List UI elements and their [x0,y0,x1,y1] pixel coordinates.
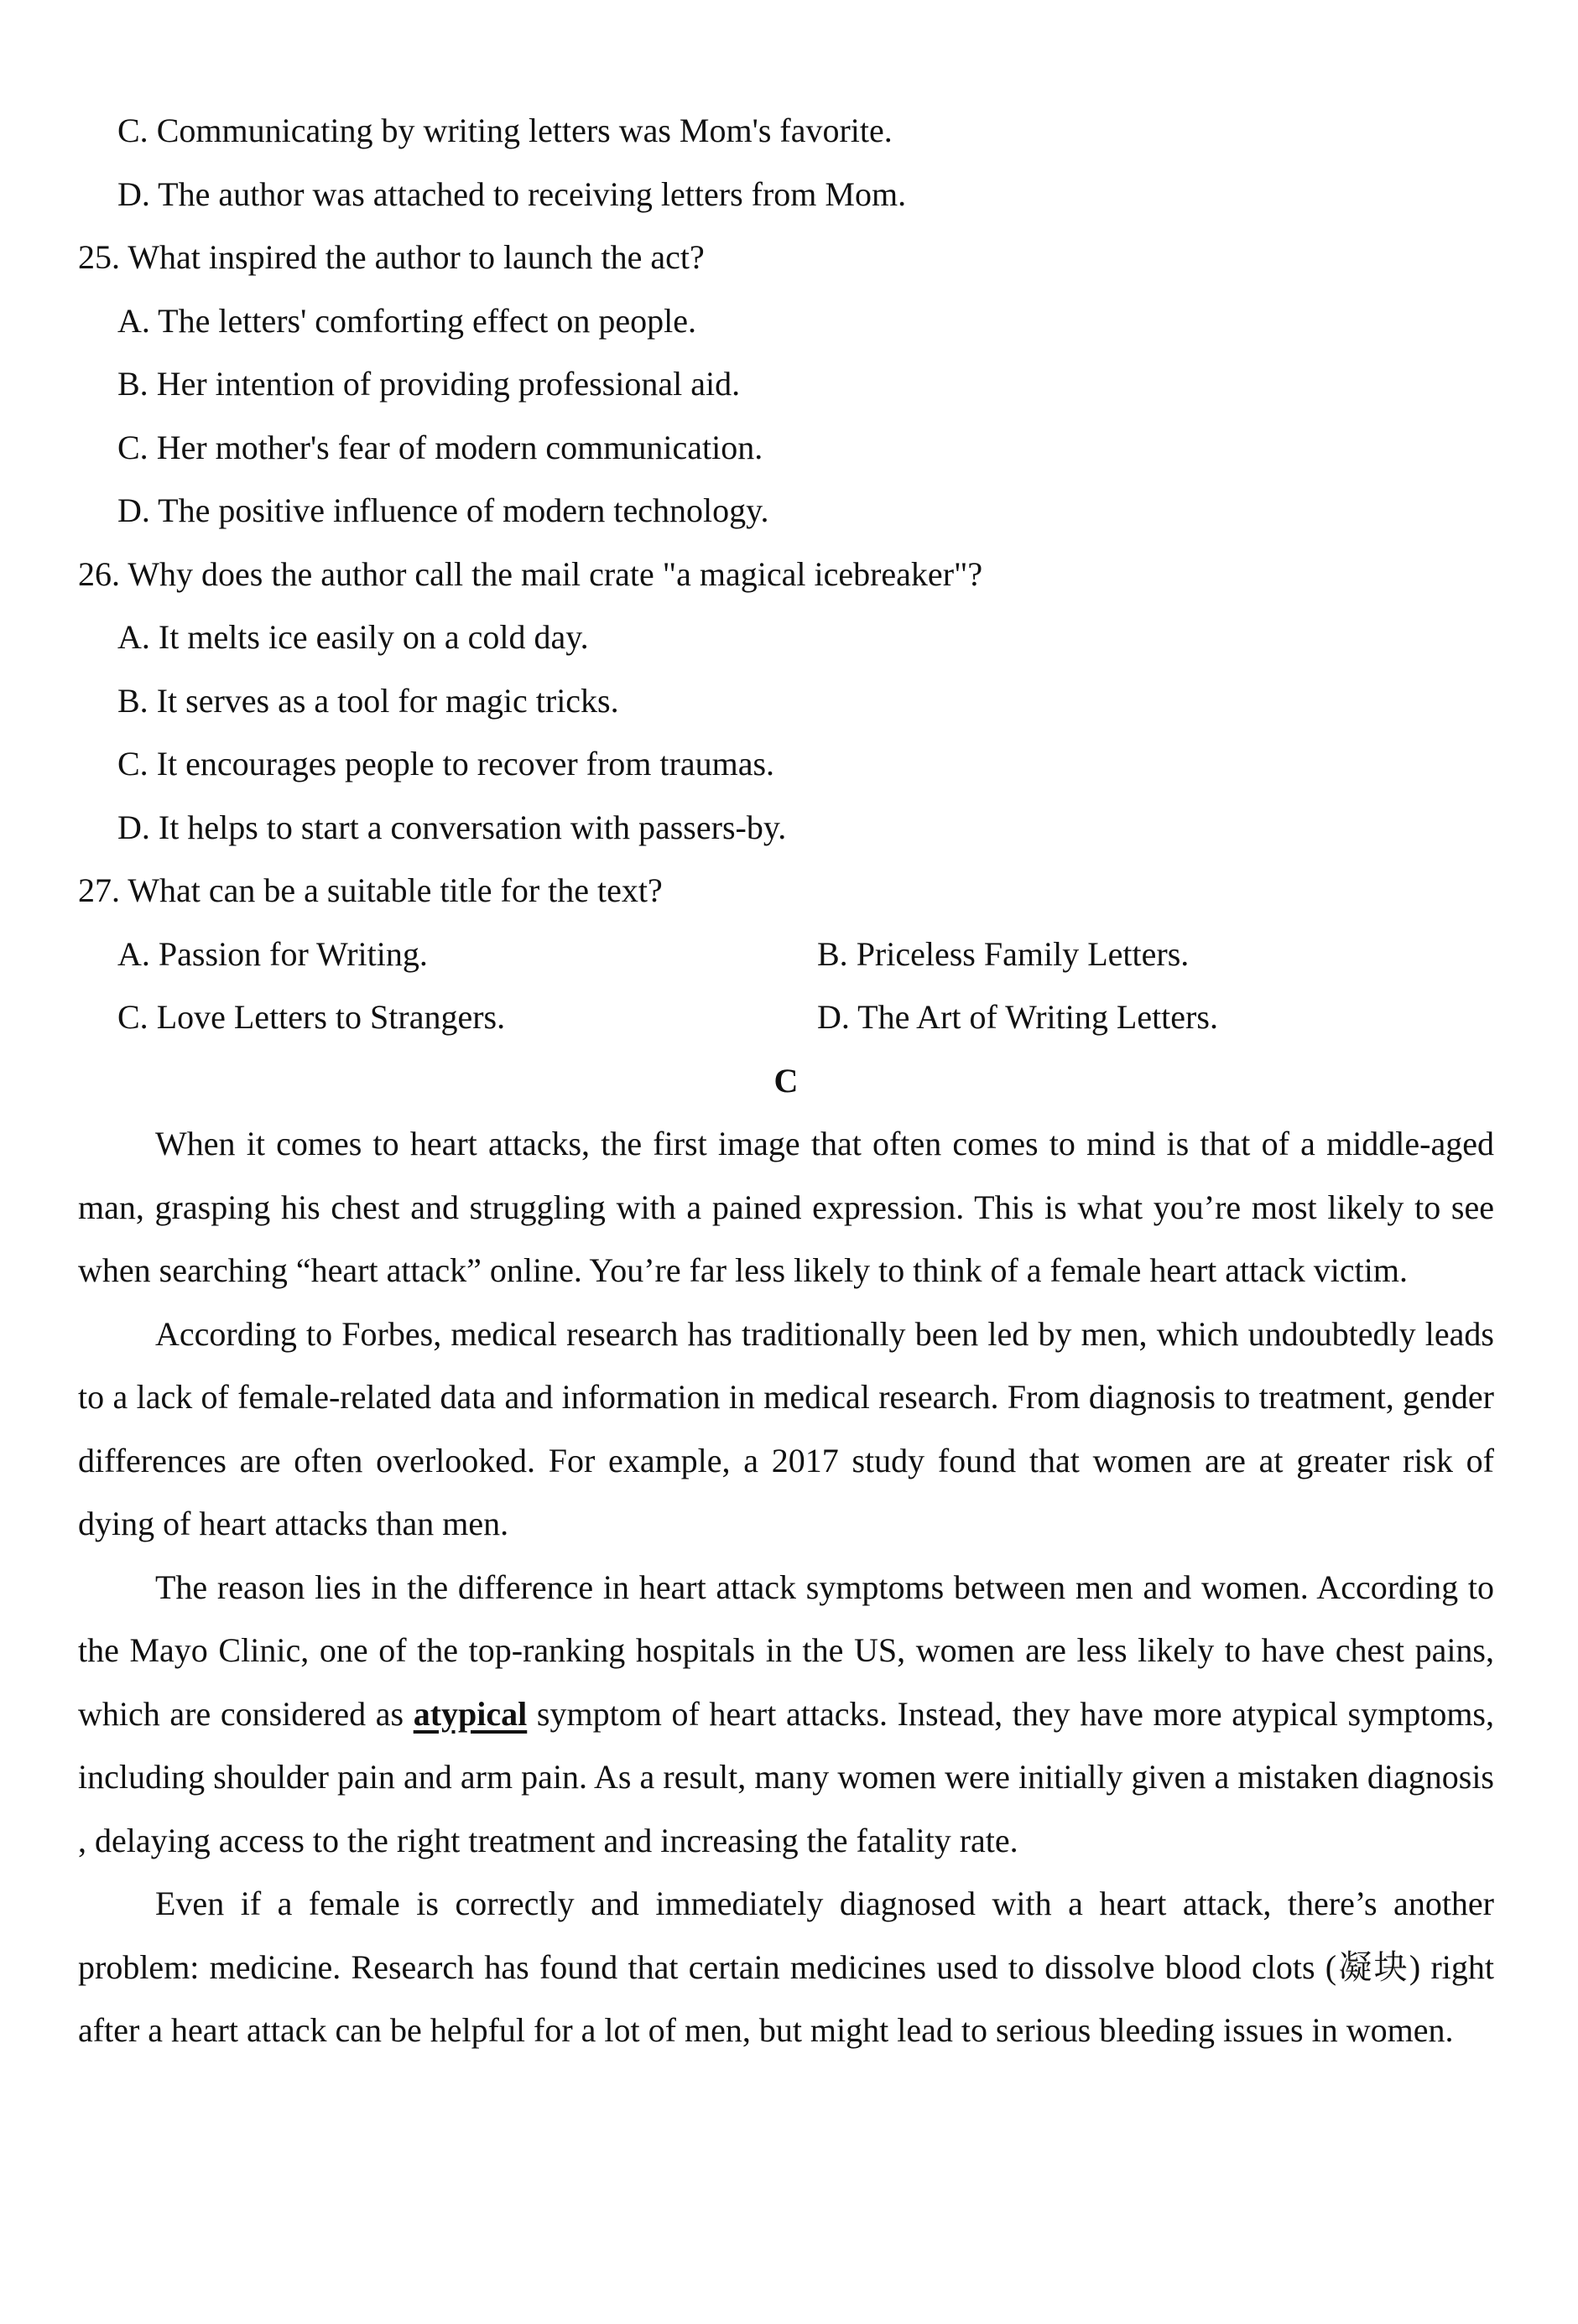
paragraph-2: According to Forbes, medical research has traditionally been led by men, which undoubtedly leads to a lack of female-related data and information in medical research. From diagnosis to treatment, gender differences are often overlooked. For example, a 2017 study found that women are at greater risk of dying of heart attacks than men. [78,1314,1494,1542]
option-letter: A. [117,934,150,973]
option-line [78,606,1494,669]
paragraph-text: symptom of heart attacks. Instead, they have more atypical symptoms, including shoulder pain and arm pain. As a result, many women were initially given a mistaken diagnosis , delaying access to the right treatment and increasing the fatality rate. [78,1694,1494,1859]
option-text: Communicating by writing letters was Mom's favorite. [156,112,893,149]
option-letter: A. [117,618,150,656]
option-a [78,923,817,986]
option-text: The positive influence of modern technology. [158,491,769,529]
option-text: The author was attached to receiving letters from Mom. [158,174,907,213]
underlined-word: atypical [413,1694,528,1733]
question-text: Why does the author call the mail crate "a magical icebreaker"? [128,554,983,593]
option-line [78,796,1494,860]
paragraph-1: When it comes to heart attacks, the first image that often comes to mind is that of a middle-aged man, grasping his chest and struggling with a pained expression. This is what you’re most likely to see when searching “heart attack” online. You’re far less likely to think of a female heart attack victim. [78,1125,1494,1289]
option-text: Her mother's fear of modern communication. [156,428,763,466]
option-text: The Art of Writing Letters. [857,998,1218,1036]
question-26 [78,543,1494,606]
paragraph-3 [78,1556,1494,1873]
option-text: Priceless Family Letters. [856,934,1190,973]
option-letter: C. [117,428,148,466]
option-letter: D. [117,174,150,213]
question-number: 25. [78,238,120,276]
option-text: It melts ice easily on a cold day. [158,618,589,656]
option-letter: C. [117,745,148,782]
question-27 [78,859,1494,923]
option-c [78,985,817,1049]
option-line [78,352,1494,416]
question-25 [78,226,1494,289]
option-letter: B. [117,365,148,403]
option-letter: B. [117,681,148,720]
option-line [78,99,1494,163]
option-text: Love Letters to Strangers. [156,998,506,1036]
option-text: It encourages people to recover from traumas. [156,745,775,782]
option-letter: D. [117,491,150,529]
option-line [78,669,1494,733]
option-text: Her intention of providing professional aid. [156,365,741,403]
option-line [78,163,1494,226]
option-letter: D. [117,808,150,846]
section-heading: C [773,1061,799,1100]
question-number: 26. [78,554,120,593]
option-b [817,923,1494,986]
question-text: What inspired the author to launch the act? [128,238,705,276]
option-line [78,479,1494,543]
paragraph-text: The reason lies in the difference in heart attack symptoms between men and women. According to the Mayo Clinic, one of the top-ranking hospitals in the US, women are less likely to have chest pains, which are considered as [78,1568,1494,1733]
option-line [78,732,1494,796]
option-row [78,985,1494,1049]
question-number: 27. [78,871,120,909]
option-line [78,416,1494,480]
option-letter: B. [817,934,848,973]
option-text: It helps to start a conversation with passers-by. [158,808,787,846]
option-letter: C. [117,112,148,149]
option-d [817,985,1494,1049]
option-letter: A. [117,301,150,340]
exam-page [78,99,1494,2062]
option-letter: D. [817,998,850,1036]
option-text: It serves as a tool for magic tricks. [156,681,619,720]
option-text: Passion for Writing. [158,934,428,973]
option-line [78,289,1494,353]
option-row [78,923,1494,986]
option-text: The letters' comforting effect on people. [158,301,696,340]
option-letter: C. [117,998,148,1036]
question-text: What can be a suitable title for the text? [128,871,663,909]
paragraph-4: Even if a female is correctly and immediately diagnosed with a heart attack, there’s another problem: medicine. Research has found that certain medicines used to dissolve blood clots (凝块) right after a heart attack can be helpful for a lot of men, but might lead to serious bleeding issues in women. [78,1885,1494,2049]
